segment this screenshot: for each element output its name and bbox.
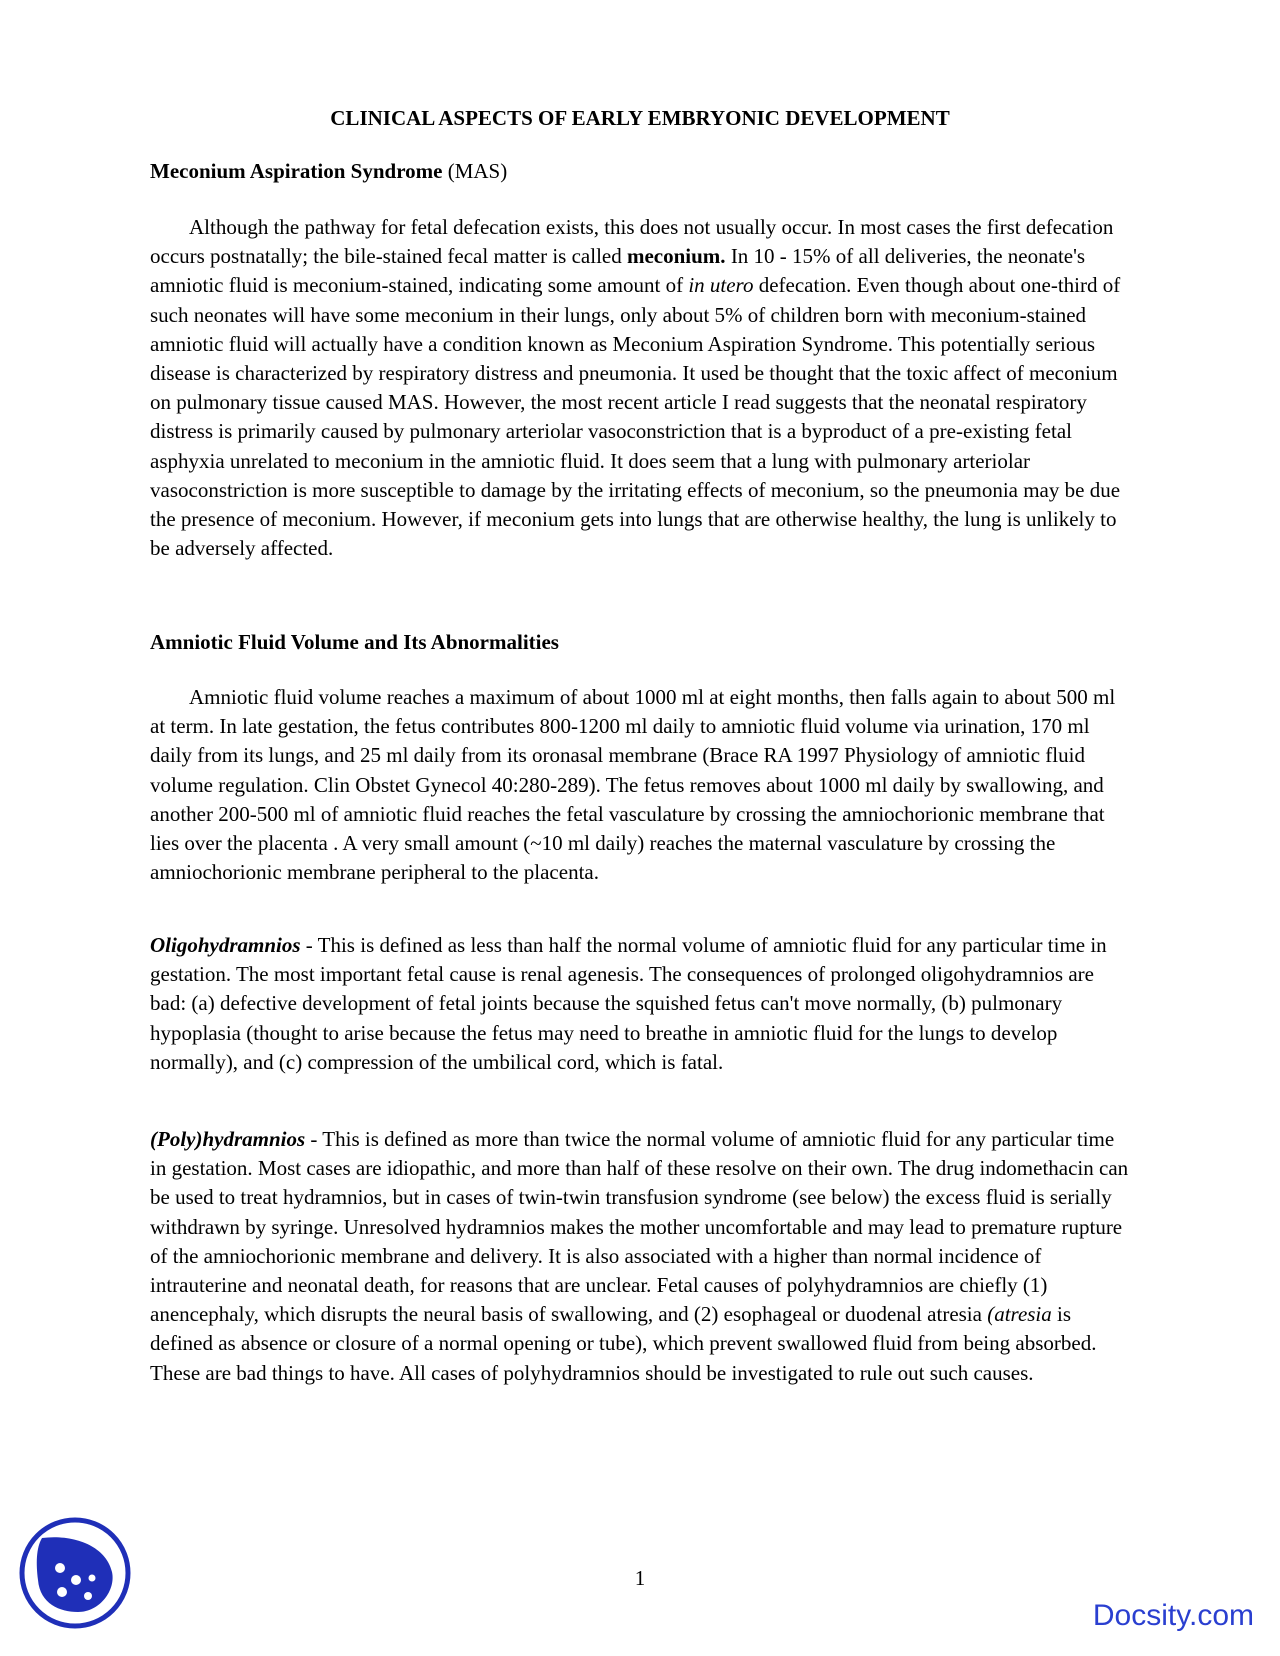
- docsity-logo-icon: [18, 1516, 132, 1630]
- mas-p1-c: defecation. Even though about one-third of such neonates will have some meconium in their lungs, only about 5% of children born with meconium-stained amniotic fluid will actually have a condition known as Meconium Aspiration Syndrome. This potentially serious disease is characterized by respiratory distress and pneumonia. It used be thought that the toxic affect of meconium on pulmonary tissue caused MAS. However, the most recent article I read suggests that the neonatal respiratory distress is primarily caused by pulmonary arteriolar vasoconstriction that is a byproduct of a pre-existing fetal asphyxia unrelated to meconium in the amniotic fluid. It does seem that a lung with pulmonary arteriolar vasoconstriction is more susceptible to damage by the irritating effects of meconium, so the pneumonia may be due the presence of meconium. However, if meconium gets into lungs that are otherwise healthy, the lung is unlikely to be adversely affected.: [150, 273, 1121, 561]
- document-title: CLINICAL ASPECTS OF EARLY EMBRYONIC DEVELOPMENT: [330, 106, 950, 130]
- oligohydramnios-paragraph: [150, 931, 1130, 1077]
- afv-paragraph: Amniotic fluid volume reaches a maximum of about 1000 ml at eight months, then falls again to about 500 ml at term. In late gestation, the fetus contributes 800-1200 ml daily to amniotic fluid volume via urination, 170 ml daily from its lungs, and 25 ml daily from its oronasal membrane (Brace RA 1997 Physiology of amniotic fluid volume regulation. Clin Obstet Gynecol 40:280-289). The fetus removes about 1000 ml daily by swallowing, and another 200-500 ml of amniotic fluid reaches the fetal vasculature by crossing the amniochorionic membrane that lies over the placenta . A very small amount (~10 ml daily) reaches the maternal vasculature by crossing the amniochorionic membrane peripheral to the placenta.: [150, 685, 1116, 885]
- polyhydramnios-text-a: - This is defined as more than twice the normal volume of amniotic fluid for any particular time in gestation. Most cases are idiopathic, and more than half of these resolve on their own. The drug indomethacin can be used to treat hydramnios, but in cases of twin-twin transfusion syndrome (see below) the excess fluid is serially withdrawn by syringe. Unresolved hydramnios makes the mother uncomfortable and may lead to premature rupture of the amniochorionic membrane and delivery. It is also associated with a higher than normal incidence of intrauterine and neonatal death, for reasons that are unclear. Fetal causes of polyhydramnios are chiefly (1) anencephaly, which disrupts the neural basis of swallowing, and (2) esophageal or duodenal atresia: [150, 1127, 1129, 1327]
- meconium-term: meconium.: [626, 244, 726, 269]
- atresia-term: (atresia: [987, 1302, 1052, 1327]
- mas-heading-rest: (MAS): [442, 159, 508, 183]
- mas-heading-bold: Meconium Aspiration Syndrome: [150, 159, 443, 183]
- polyhydramnios-term: (Poly)hydramnios: [150, 1127, 306, 1151]
- polyhydramnios-paragraph: [150, 1125, 1130, 1388]
- page-number: 1: [634, 1566, 646, 1590]
- polyhydramnios-text-b: is defined as absence or closure of a normal opening or tube), which prevent swallowed fluid from being absorbed. These are bad things to have. All cases of polyhydramnios should be investigated to rule out such causes.: [150, 1302, 1097, 1385]
- oligohydramnios-term: Oligohydramnios: [150, 933, 301, 957]
- in-utero-term: in utero: [688, 273, 754, 298]
- docsity-watermark[interactable]: Docsity.com: [1092, 1599, 1254, 1632]
- mas-p1-b: In 10 - 15% of all deliveries, the neonate's amniotic fluid is meconium-stained, indicating some amount of: [150, 244, 1086, 298]
- oligohydramnios-text: - This is defined as less than half the normal volume of amniotic fluid for any particular time in gestation. The most important fetal cause is renal agenesis. The consequences of prolonged oligohydramnios are bad: (a) defective development of fetal joints because the squished fetus can't move normally, (b) pulmonary hypoplasia (thought to arise because the fetus may need to breathe in amniotic fluid for the lungs to develop normally), and (c) compression of the umbilical cord, which is fatal.: [150, 933, 1107, 1074]
- afv-heading: [150, 628, 1130, 656]
- mas-paragraph: [150, 213, 1130, 563]
- mas-heading: [150, 157, 1130, 185]
- afv-heading-text: Amniotic Fluid Volume and Its Abnormalities: [150, 630, 559, 654]
- mas-p1-a: Although the pathway for fetal defecation exists, this does not usually occur. In most cases the first defecation occurs postnatally; the bile-stained fecal matter is called: [150, 215, 1114, 269]
